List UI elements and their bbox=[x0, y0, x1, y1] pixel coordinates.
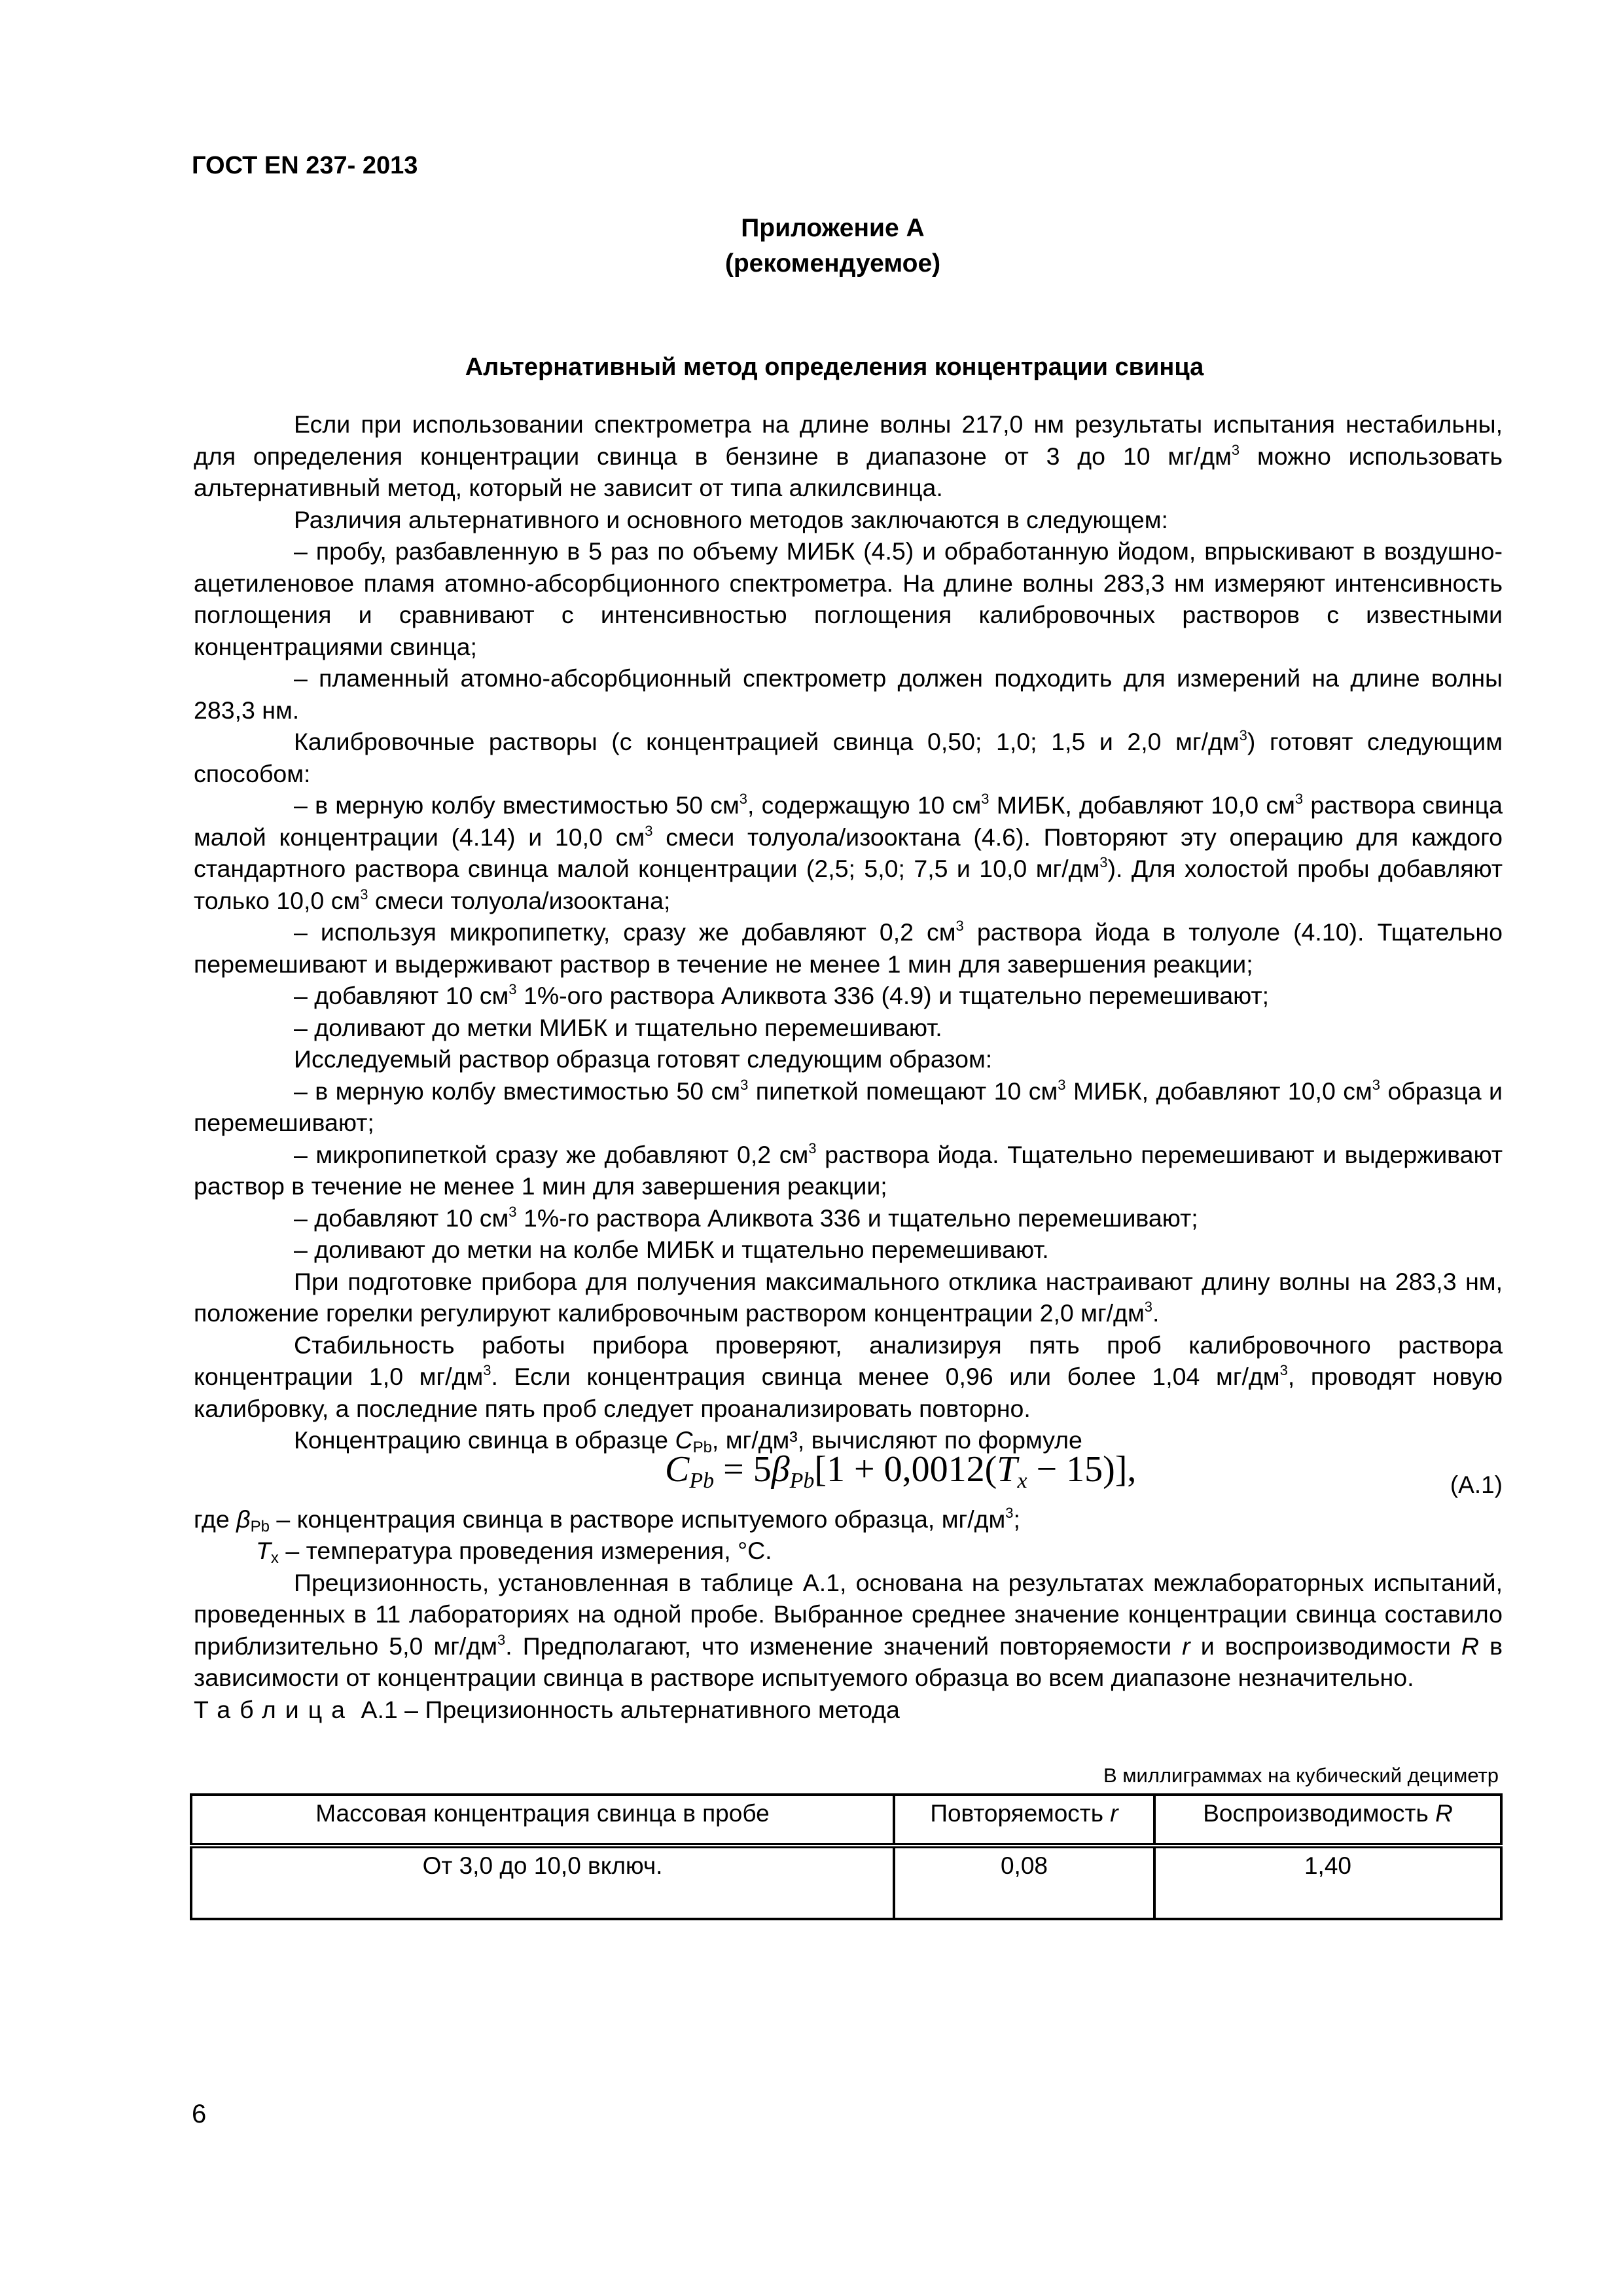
where-line: где $\beta_{Pb}$ – концентрация свинца в растворе испытуемого образца, $мг/дм^3$; bbox=[194, 1504, 1020, 1535]
list-item: – в мерную колбу вместимостью 50 $см^3$, содержащую 10 $см^3$ МИБК, добавляют 10,0 $см^3$ раствора свинца малой концентрации (4.14) и 10,0 $см^3$ смеси толуола/изооктана (4.6). Повторяют эту операцию для каждого стандартного раствора свинца малой концентрации (2,5; 5,0; 7,5 и 10,0 $мг/дм^3$). Для холостой пробы добавляют только 10,0 $см^3$ смеси толуола/изооктана; bbox=[194, 791, 1503, 914]
annex-status: (рекомендуемое) bbox=[724, 249, 941, 278]
paragraph: Прецизионность, установленная в таблице А.1, основана на результатах межлабораторных испытаний, проведенных в 11 лабораториях на одной пробе. Выбранное среднее значение концентрации свинца составило приблизительно 5,0 $мг/дм^3$. Предполагают, что изменение значений повторяемости r и воспроизводимости R в зависимости от концентрации свинца в растворе испытуемого образца во всем диапазоне незначительно. bbox=[194, 1568, 1503, 1691]
paragraph: Концентрацию свинца в образце $С_{Pb}$, мг/дм³, вычисляют по формуле bbox=[294, 1426, 1082, 1456]
column-header: Воспроизводимость R bbox=[1154, 1795, 1501, 1846]
document-code: ГОСТ EN 237- 2013 bbox=[192, 152, 418, 179]
precision-table bbox=[190, 1793, 1503, 1920]
list-item: – пробу, разбавленную в 5 раз по объему МИБК (4.5) и обработанную йодом, впрыскивают в воздушно-ацетиленовое пламя атомно-абсорбционного спектрометра. На длине волны 283,3 нм измеряют интенсивность поглощения и сравнивают с интенсивностью поглощения калибровочных растворов с известными концентрациями свинца; bbox=[194, 537, 1503, 660]
list-item: – в мерную колбу вместимостью 50 $см^3$ пипеткой помещают 10 $см^3$ МИБК, добавляют 10,0 $см^3$ образца и перемешивают; bbox=[194, 1076, 1503, 1136]
table-row bbox=[191, 1846, 1501, 1919]
paragraph: При подготовке прибора для получения максимального отклика настраивают длину волны на 283,3 нм, положение горелки регулируют калибровочным раствором концентрации 2,0 $мг/дм^3$. bbox=[194, 1267, 1503, 1327]
list-item: – используя микропипетку, сразу же добавляют 0,2 $см^3$ раствора йода в толуоле (4.10). Тщательно перемешивают и выдерживают раствор в течение не менее 1 мин для завершения реакции; bbox=[194, 918, 1503, 978]
column-header: Массовая концентрация свинца в пробе bbox=[191, 1795, 894, 1846]
list-item: – добавляют 10 $см^3$ 1%-ого раствора Аликвота 336 (4.9) и тщательно перемешивают; bbox=[294, 981, 1270, 1009]
formula-a1: $C_{Pb} = 5\beta_{Pb}[1 + 0,0012(T_x - 15)]$, bbox=[665, 1448, 1137, 1493]
formula-block bbox=[194, 1448, 1503, 1503]
column-header: Повторяемость r bbox=[894, 1795, 1154, 1846]
list-item: – доливают до метки МИБК и тщательно перемешивают. bbox=[294, 1013, 942, 1041]
paragraph: Стабильность работы прибора проверяют, анализируя пять проб калибровочного раствора концентрации 1,0 $мг/дм^3$. Если концентрация свинца менее 0,96 или более 1,04 $мг/дм^3$, проводят новую калибровку, а последние пять проб следует проанализировать повторно. bbox=[194, 1331, 1503, 1422]
page-number: 6 bbox=[192, 2100, 207, 2128]
table-header-row bbox=[191, 1795, 1501, 1846]
list-item: – доливают до метки на колбе МИБК и тщательно перемешивают. bbox=[294, 1236, 1049, 1263]
table-cell: 1,40 bbox=[1154, 1846, 1501, 1919]
annex-label: Приложение А bbox=[741, 214, 925, 242]
annex-heading bbox=[0, 211, 1623, 281]
paragraph: Различия альтернативного и основного методов заключаются в следующем: bbox=[294, 505, 1168, 533]
formula-number: (А.1) bbox=[1450, 1471, 1503, 1498]
table-units: В миллиграммах на кубический дециметр bbox=[1103, 1764, 1499, 1787]
list-item: – микропипеткой сразу же добавляют 0,2 $см^3$ раствора йода. Тщательно перемешивают и выдерживают раствор в течение не менее 1 мин для завершения реакции; bbox=[194, 1139, 1503, 1200]
paragraph: Исследуемый раствор образца готовят следующим образом: bbox=[294, 1045, 993, 1073]
table-caption: Таблица А.1 – Прецизионность альтернативного метода bbox=[194, 1695, 900, 1723]
paragraph: Калибровочные растворы (с концентрацией свинца 0,50; 1,0; 1,5 и 2,0 $мг/дм^3$) готовят следующим способом: bbox=[194, 727, 1503, 787]
list-item: – пламенный атомно-абсорбционный спектрометр должен подходить для измерений на длине волны 283,3 нм. bbox=[194, 664, 1503, 724]
paragraph: Если при использовании спектрометра на длине волны 217,0 нм результаты испытания нестабильны, для определения концентрации свинца в бензине в диапазоне от 3 до 10 $мг/дм^3$ можно использовать альтернативный метод, который не зависит от типа алкилсвинца. bbox=[194, 410, 1503, 501]
where-line: $T_x$ – температура проведения измерения, °С. bbox=[256, 1537, 772, 1567]
section-title: Альтернативный метод определения концентрации свинца bbox=[465, 353, 1204, 381]
table-cell: 0,08 bbox=[894, 1846, 1154, 1919]
body-text bbox=[194, 408, 1503, 1725]
list-item: – добавляют 10 $см^3$ 1%-го раствора Аликвота 336 и тщательно перемешивают; bbox=[294, 1203, 1198, 1232]
table-cell: От 3,0 до 10,0 включ. bbox=[191, 1846, 894, 1919]
